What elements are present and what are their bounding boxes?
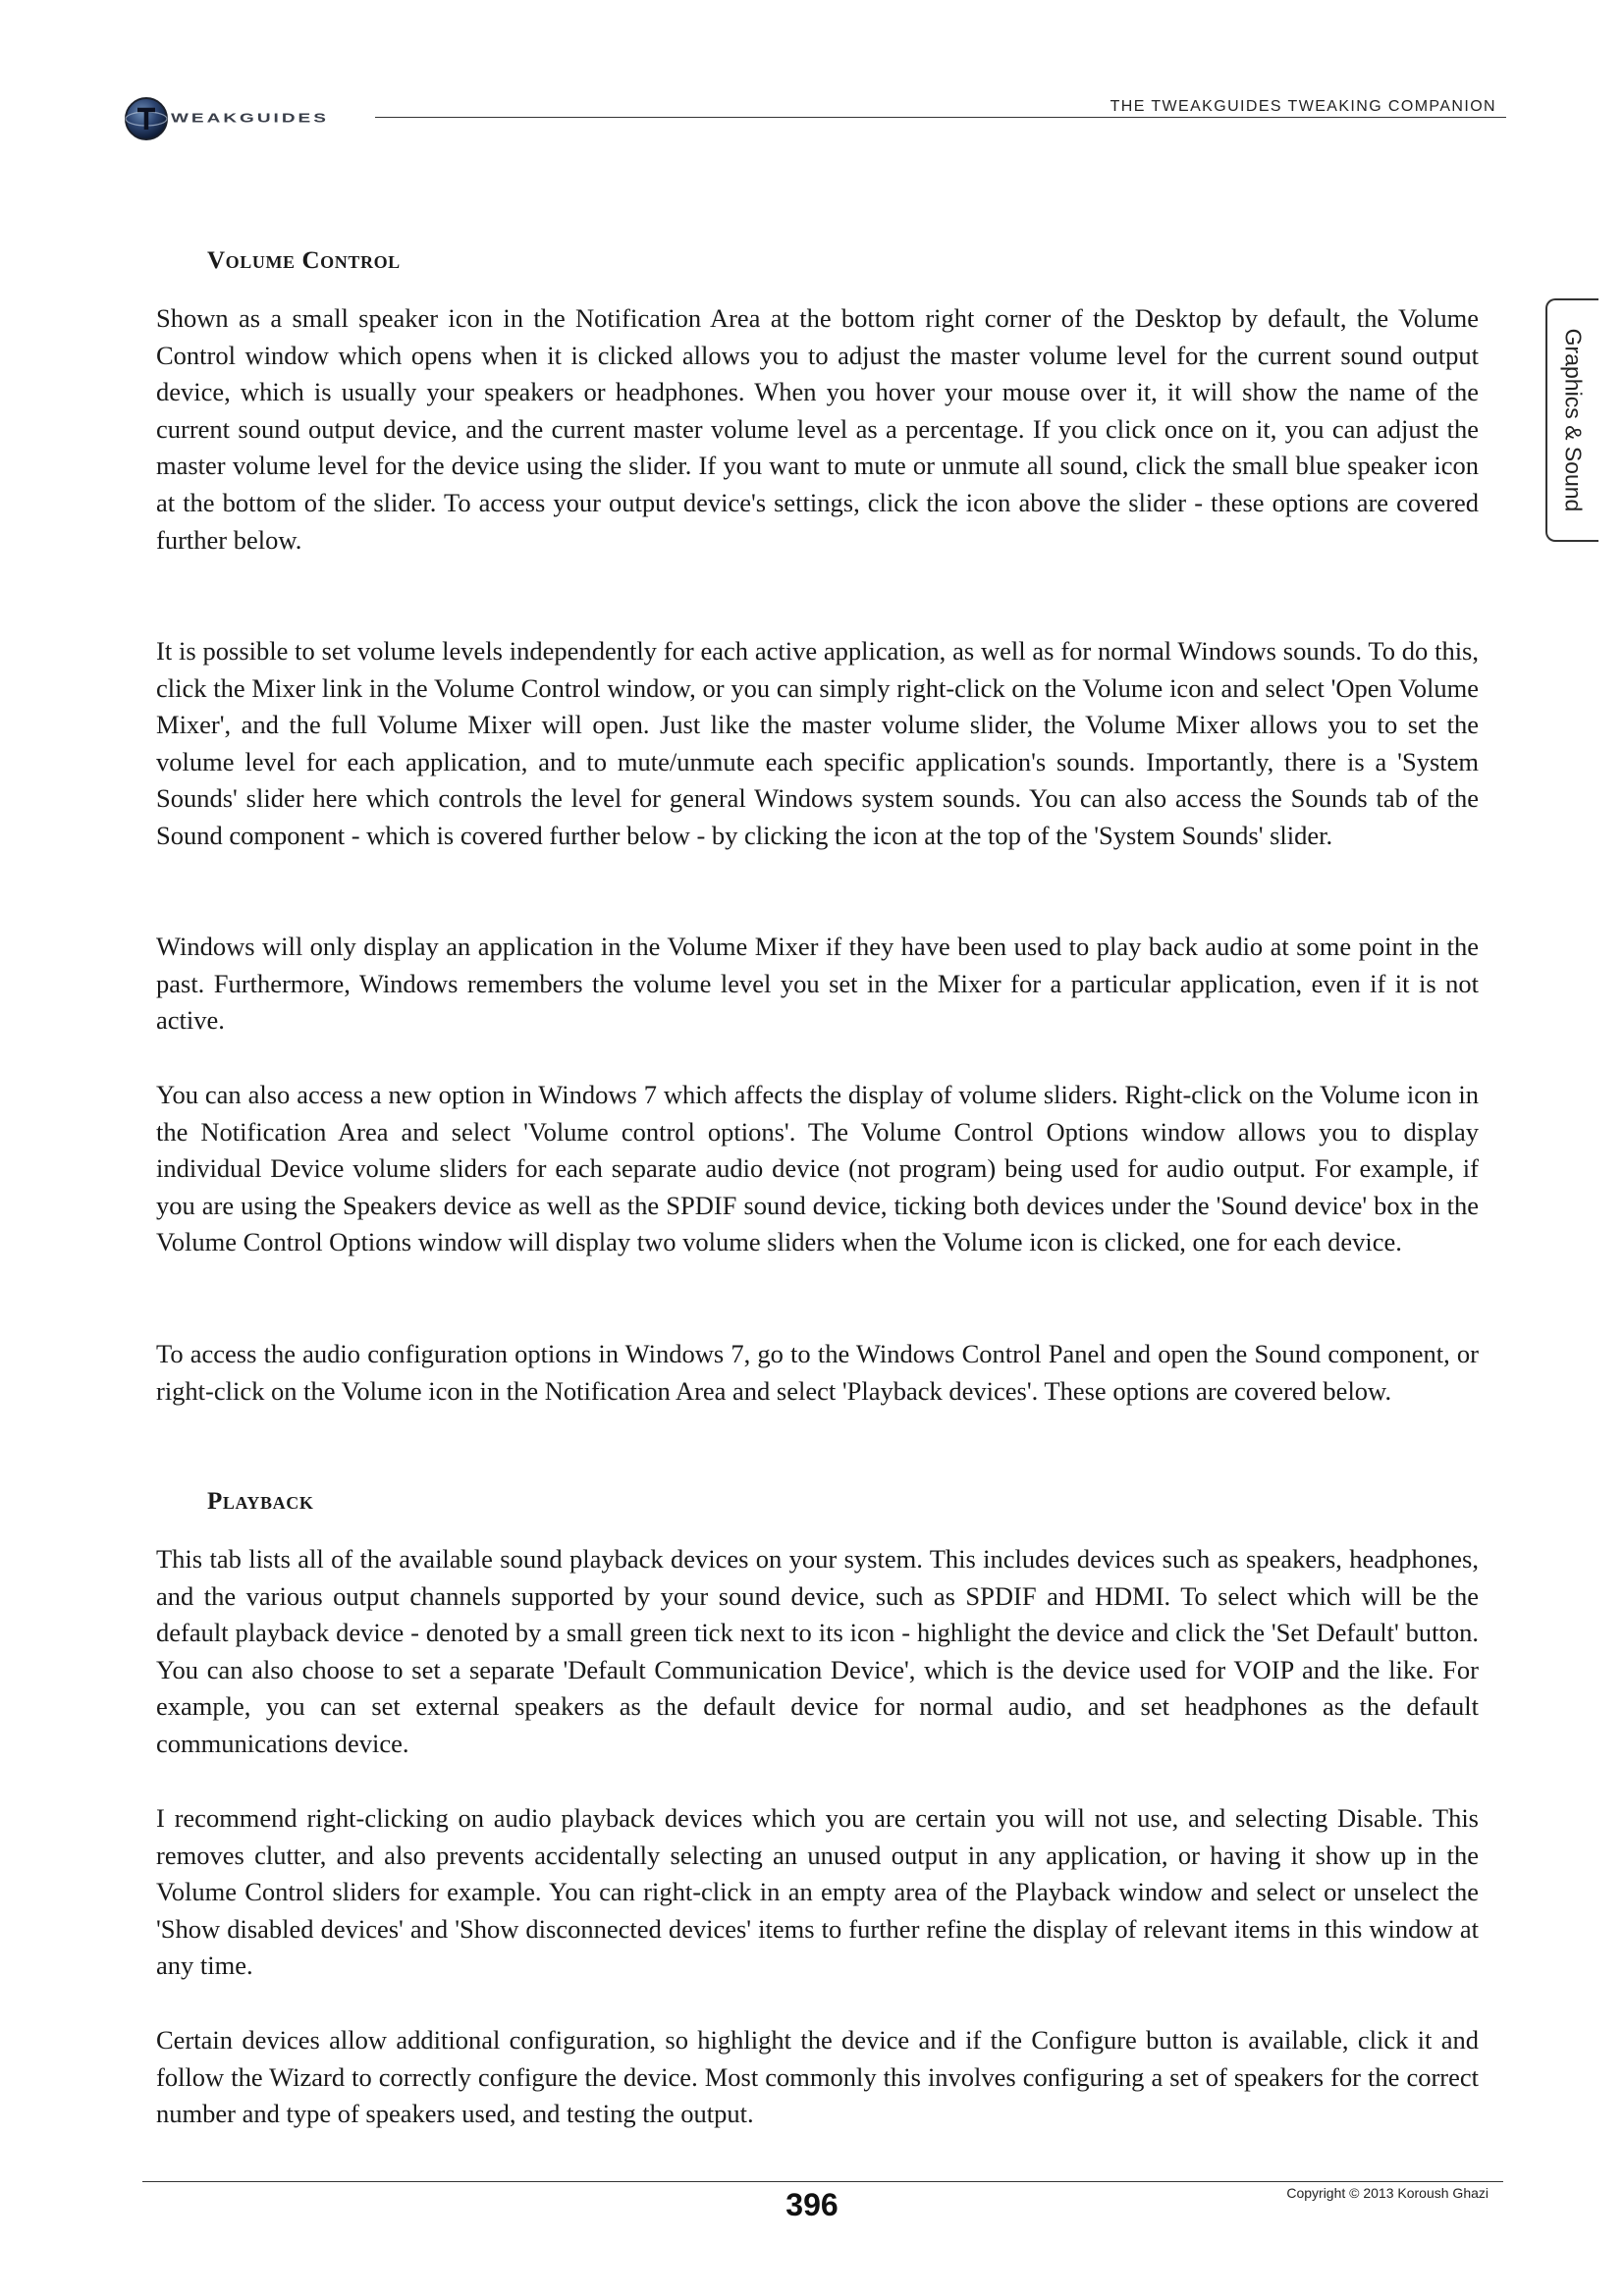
paragraph: Certain devices allow additional configuration, so highlight the device and if the Configure button is available, click it and follow the Wizard to correctly configure the device. Most commonly this involves configuring a set of speakers for the correct number and type of speakers used, and testing the output.	[156, 2025, 1479, 2129]
running-title: THE TWEAKGUIDES TWEAKING COMPANION	[1110, 98, 1496, 115]
tweakguides-globe-icon	[124, 96, 169, 141]
page-number: 396	[785, 2187, 839, 2222]
section-heading-volume-control: Volume Control	[207, 247, 401, 274]
chapter-side-tab-label: Graphics & Sound	[1560, 328, 1587, 512]
paragraph: You can also access a new option in Windows 7 which affects the display of volume sliders. Right-click on the Volume icon in the Notification Area and select 'Volume control options'. The Volume Control Options window allows you to display individual Device volume sliders for each separate audio device (not program) being used for audio output. For example, if you are using the Speakers device as well as the SPDIF sound device, ticking both devices under the 'Sound device' box in the Volume Control Options window will display two volume sliders when the Volume icon is clicked, one for each device.	[156, 1080, 1479, 1257]
paragraph: Windows will only display an application in the Volume Mixer if they have been used to play back audio at some point in the past. Furthermore, Windows remembers the volume level you set in the Mixer for a particular application, even if it is not active.	[156, 932, 1479, 1036]
chapter-side-tab	[1545, 298, 1598, 542]
section-heading-playback: Playback	[207, 1488, 314, 1515]
paragraph: Shown as a small speaker icon in the Notification Area at the bottom right corner of the Desktop by default, the Volume Control window which opens when it is clicked allows you to adjust the master volume level for the current sound output device, which is usually your speakers or headphones. When you hover your mouse over it, it will show the name of the current sound output device, and the current master volume level as a percentage. If you click once on it, you can adjust the master volume level for the device using the slider. If you want to mute or unmute all sound, click the small blue speaker icon at the bottom of the slider. To access your output device's settings, click the icon above the slider - these options are covered further below.	[156, 303, 1479, 555]
footer-rule	[142, 2181, 1503, 2182]
header-rule	[375, 117, 1506, 118]
paragraph: It is possible to set volume levels independently for each active application, as well as for normal Windows sounds. To do this, click the Mixer link in the Volume Control window, or you can simply right-click on the Volume icon and select 'Open Volume Mixer', and the full Volume Mixer will open. Just like the master volume slider, the Volume Mixer allows you to set the volume level for each application, and to mute/unmute each specific application's sounds. Importantly, there is a 'System Sounds' slider here which controls the level for general Windows system sounds. You can also access the Sounds tab of the Sound component - which is covered further below - by clicking the icon at the top of the 'System Sounds' slider.	[156, 636, 1479, 850]
paragraph: To access the audio configuration options in Windows 7, go to the Windows Control Panel and open the Sound component, or right-click on the Volume icon in the Notification Area and select 'Playback devices'. These options are covered below.	[156, 1339, 1479, 1406]
logo-wordmark: WEAKGUIDES	[171, 111, 329, 126]
paragraph: I recommend right-clicking on audio playback devices which you are certain you will not use, and selecting Disable. This removes clutter, and also prevents accidentally selecting an unused output in any application, or having it show up in the Volume Control sliders for example. You can right-click in an empty area of the Playback window and select or unselect the 'Show disabled devices' and 'Show disconnected devices' items to further refine the display of relevant items in this window at any time.	[156, 1803, 1479, 1981]
tweakguides-logo	[124, 94, 329, 143]
copyright-notice: Copyright © 2013 Koroush Ghazi	[1286, 2185, 1489, 2201]
paragraph: This tab lists all of the available sound playback devices on your system. This includes devices such as speakers, headphones, and the various output channels supported by your sound device, such as SPDIF and HDMI. To select which will be the default playback device - denoted by a small green tick next to its icon - highlight the device and click the 'Set Default' button. You can also choose to set a separate 'Default Communication Device', which is the device used for VOIP and the like. For example, you can set external speakers as the default device for normal audio, and set headphones as the default communications device.	[156, 1544, 1479, 1758]
